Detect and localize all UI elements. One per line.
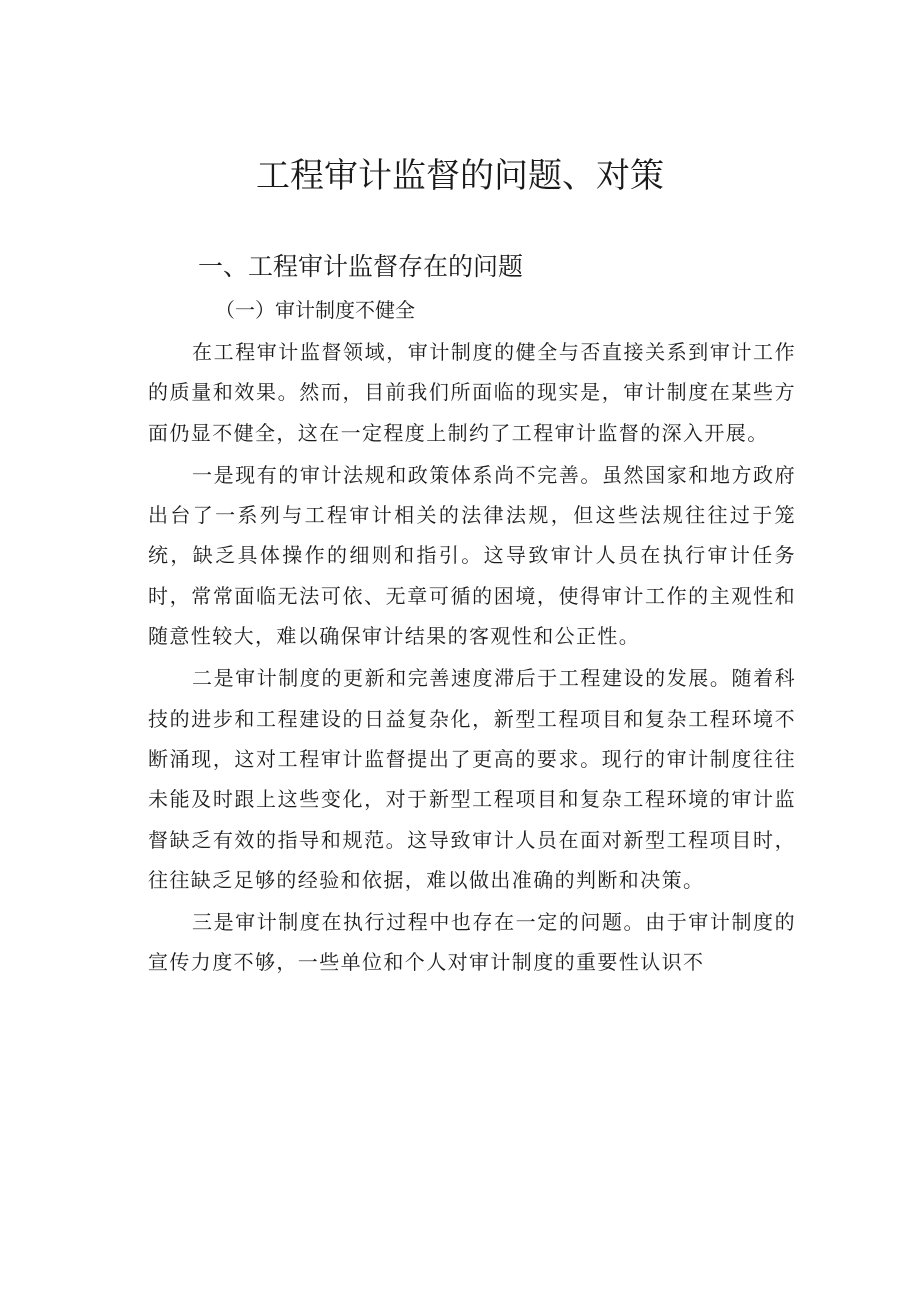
subsection-heading: （一）审计制度不健全	[215, 298, 415, 322]
section-heading: 一、工程审计监督存在的问题	[198, 252, 524, 281]
document-title: 工程审计监督的问题、对策	[256, 156, 664, 196]
paragraph-4: 三是审计制度在执行过程中也存在一定的问题。由于审计制度的宣传力度不够，一些单位和个人对审计制度的重要性认识不	[148, 910, 796, 975]
paragraph-3: 二是审计制度的更新和完善速度滞后于工程建设的发展。随着科技的进步和工程建设的日益复杂化，新型工程项目和复杂工程环境不断涌现，这对工程审计监督提出了更高的要求。现行的审计制度往往未能及时跟上这些变化，对于新型工程项目和复杂工程环境的审计监督缺乏有效的指导和规范。这导致审计人员在面对新型工程项目时，往往缺乏足够的经验和依据，难以做出准确的判断和决策。	[148, 666, 796, 892]
paragraph-1: 在工程审计监督领域，审计制度的健全与否直接关系到审计工作的质量和效果。然而，目前我们所面临的现实是，审计制度在某些方面仍显不健全，这在一定程度上制约了工程审计监督的深入开展。	[148, 340, 796, 445]
paragraph-2: 一是现有的审计法规和政策体系尚不完善。虽然国家和地方政府出台了一系列与工程审计相关的法律法规，但这些法规往往过于笼统，缺乏具体操作的细则和指引。这导致审计人员在执行审计任务时，常常面临无法可依、无章可循的困境，使得审计工作的主观性和随意性较大，难以确保审计结果的客观性和公正性。	[148, 462, 796, 649]
body-text	[148, 332, 796, 983]
